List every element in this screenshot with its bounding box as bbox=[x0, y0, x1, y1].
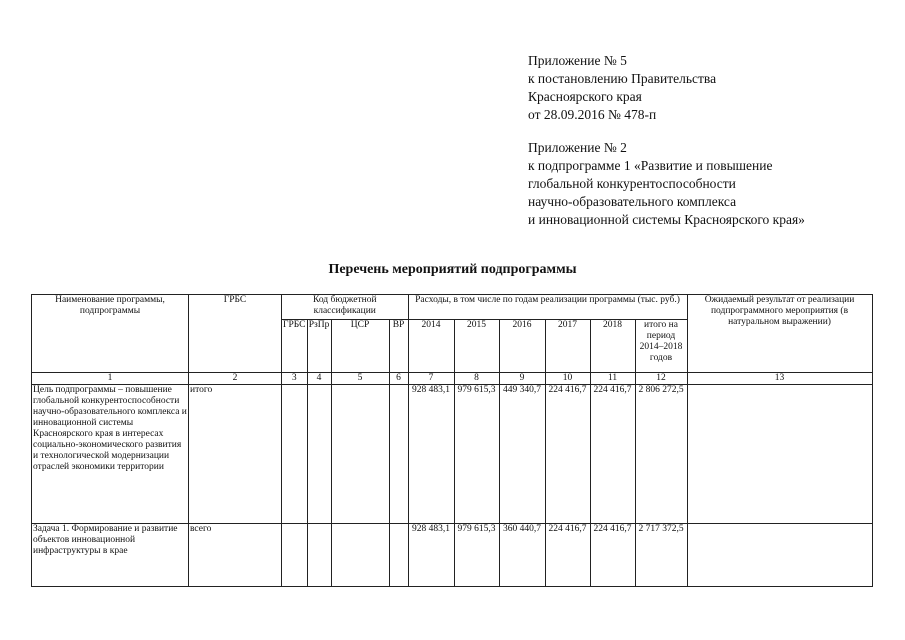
row-code-csr bbox=[331, 524, 389, 587]
header-total-period: итого на период 2014–2018 годов bbox=[635, 320, 687, 373]
row-name bbox=[32, 524, 189, 587]
row-code-grbs bbox=[282, 385, 308, 524]
column-number: 5 bbox=[331, 373, 389, 385]
row-value-2017: 224 416,7 bbox=[545, 385, 590, 524]
column-number: 4 bbox=[307, 373, 331, 385]
header-year-2014: 2014 bbox=[408, 320, 454, 373]
appendix-2-line5: и инновационной системы Красноярского края» bbox=[528, 212, 805, 227]
row-code-vr bbox=[389, 524, 408, 587]
appendix-5-line3: Красноярского края bbox=[528, 89, 642, 104]
header-year-2018: 2018 bbox=[590, 320, 635, 373]
header-year-2017: 2017 bbox=[545, 320, 590, 373]
row-value-2014: 928 483,1 bbox=[408, 524, 454, 587]
appendix-2-line4: научно-образовательного комплекса bbox=[528, 194, 737, 209]
column-number: 13 bbox=[687, 373, 872, 385]
row-code-csr bbox=[331, 385, 389, 524]
appendix-2-line1: Приложение № 2 bbox=[528, 140, 627, 155]
header-year-2015: 2015 bbox=[454, 320, 499, 373]
header-code-grbs: ГРБС bbox=[282, 320, 308, 373]
header-code-rzpr: РзПр bbox=[307, 320, 331, 373]
column-number: 11 bbox=[590, 373, 635, 385]
appendix-5-line2: к постановлению Правительства bbox=[528, 71, 717, 86]
column-number: 7 bbox=[408, 373, 454, 385]
column-number-row bbox=[32, 373, 873, 385]
row-name: Цель подпрограммы – повышение глобальной конкурентоспособности научно-образовательного комплекса и инновационной системы Красноярского края в интересах социально-экономического развития и технологической модернизации отраслей экономики территории bbox=[32, 385, 189, 524]
row-code-grbs bbox=[282, 524, 308, 587]
row-code-vr bbox=[389, 385, 408, 524]
column-number: 10 bbox=[545, 373, 590, 385]
row-code-rzpr bbox=[307, 524, 331, 587]
header-budget-code: Код бюджетной классификации bbox=[282, 295, 409, 320]
row-value-2016: 449 340,7 bbox=[499, 385, 545, 524]
row-code-rzpr bbox=[307, 385, 331, 524]
appendix-2-line3: глобальной конкурентоспособности bbox=[528, 176, 736, 191]
header-code-vr: ВР bbox=[389, 320, 408, 373]
header-year-2016: 2016 bbox=[499, 320, 545, 373]
row-value-2015: 979 615,3 bbox=[454, 524, 499, 587]
appendix-2-block bbox=[528, 139, 805, 229]
column-number: 9 bbox=[499, 373, 545, 385]
column-number: 6 bbox=[389, 373, 408, 385]
table-row-goal bbox=[32, 385, 873, 524]
header-expenses: Расходы, в том числе по годам реализации программы (тыс. руб.) bbox=[408, 295, 687, 320]
row-value-2018: 224 416,7 bbox=[590, 524, 635, 587]
row-value-total: 2 806 272,5 bbox=[635, 385, 687, 524]
header-grbs: ГРБС bbox=[189, 295, 282, 373]
row-value-2015: 979 615,3 bbox=[454, 385, 499, 524]
appendix-5-block bbox=[528, 52, 716, 124]
row-value-2014: 928 483,1 bbox=[408, 385, 454, 524]
appendix-5-line1: Приложение № 5 bbox=[528, 53, 627, 68]
row-grbs: всего bbox=[189, 524, 282, 587]
header-code-csr: ЦСР bbox=[331, 320, 389, 373]
row-value-2018: 224 416,7 bbox=[590, 385, 635, 524]
row-value-2017: 224 416,7 bbox=[545, 524, 590, 587]
row-result bbox=[687, 524, 872, 587]
measures-table bbox=[31, 294, 873, 587]
column-number: 8 bbox=[454, 373, 499, 385]
row-name-text: Задача 1. Формирование и развитие объектов инновационной инфраструктуры в крае bbox=[33, 524, 178, 556]
row-result bbox=[687, 385, 872, 524]
column-number: 2 bbox=[189, 373, 282, 385]
document-title: Перечень мероприятий подпрограммы bbox=[328, 262, 577, 277]
row-value-total: 2 717 372,5 bbox=[635, 524, 687, 587]
appendix-5-line4: от 28.09.2016 № 478-п bbox=[528, 107, 657, 122]
column-number: 3 bbox=[282, 373, 308, 385]
table-row-task-1 bbox=[32, 524, 873, 587]
appendix-2-line2: к подпрограмме 1 «Развитие и повышение bbox=[528, 158, 773, 173]
row-value-2016: 360 440,7 bbox=[499, 524, 545, 587]
column-number: 1 bbox=[32, 373, 189, 385]
column-number: 12 bbox=[635, 373, 687, 385]
row-grbs: итого bbox=[189, 385, 282, 524]
header-result: Ожидаемый результат от реализации подпрограммного мероприятия (в натуральном выражении) bbox=[687, 295, 872, 373]
header-name: Наименование программы, подпрограммы bbox=[32, 295, 189, 373]
